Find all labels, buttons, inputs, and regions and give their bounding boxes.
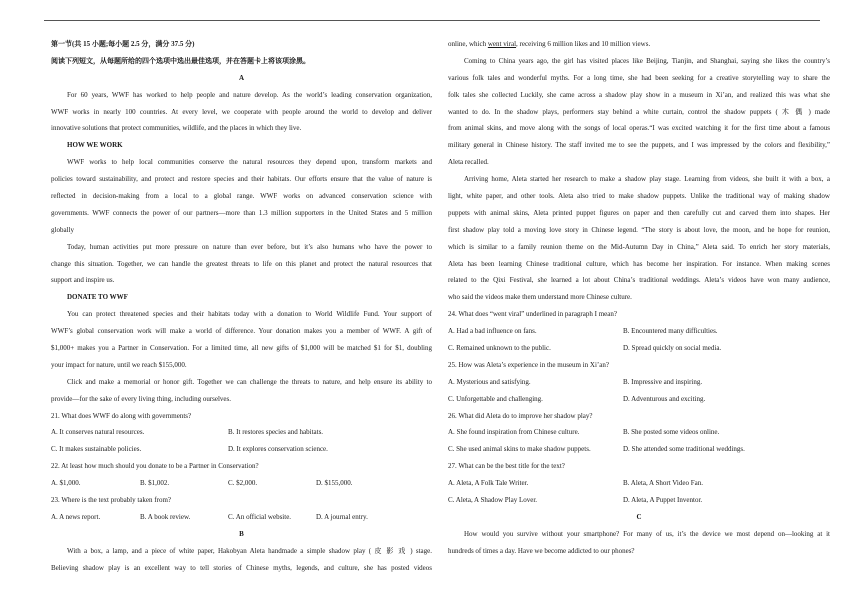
passage-c-label: C: [636, 512, 642, 521]
question-stem: 23. Where is the text probably taken from?: [51, 496, 171, 505]
text-line: Aleta recalled.: [448, 158, 489, 167]
option[interactable]: B. It restores species and habitats.: [228, 428, 324, 437]
heading-donate: DONATE TO WWF: [67, 293, 128, 302]
text-span: online, which: [448, 40, 488, 48]
text-line: reflected in decision-making from a local to a global range. WWF works on advanced conservation science with: [51, 192, 432, 201]
option[interactable]: D. A journal entry.: [316, 512, 368, 521]
option[interactable]: B. She posted some videos online.: [623, 428, 720, 437]
text-line: provide—for the sake of every living thing, including ourselves.: [51, 394, 232, 403]
option-row: [448, 475, 830, 492]
text-line: hundreds of times a day. Have we become addicted to our phones?: [448, 546, 635, 555]
option[interactable]: A. Aleta, A Folk Tale Writer.: [448, 479, 529, 488]
text-line: related to the Qixi Festival, she learned a lot about China’s traditional weddings. Aleta’s videos have won many audience,: [448, 276, 830, 285]
option[interactable]: C. It makes sustainable policies.: [51, 445, 142, 454]
section-instruction: 阅读下列短文，从每题所给的四个选项中选出最佳选项，并在答题卡上将该项涂黑。: [51, 56, 310, 65]
text-line: from animal skins, and move along with the songs of local operas.“I was excited watching it for the first time about a famous: [448, 124, 830, 133]
option[interactable]: A. It conserves natural resources.: [51, 428, 145, 437]
option[interactable]: B. $1,002.: [140, 479, 170, 488]
option[interactable]: D. Spread quickly on social media.: [623, 344, 722, 353]
underlined-phrase: went viral: [487, 40, 517, 48]
option[interactable]: C. Unforgettable and challenging.: [448, 394, 543, 403]
option[interactable]: C. Aleta, A Shadow Play Lover.: [448, 496, 538, 505]
text-span: , receiving 6 million likes and 10 million views.: [516, 40, 651, 48]
option[interactable]: D. $155,000.: [316, 479, 353, 488]
question-stem: 27. What can be the best title for the text?: [448, 462, 565, 471]
text-line: policies toward sustainability, and protect and restore species and their habitats. Our efforts ensure that the value of nature is: [51, 175, 432, 184]
text-line: WWF works to help local communities conserve the natural resources they depend upon, transform markets and: [67, 158, 432, 167]
option[interactable]: D. She attended some traditional weddings.: [623, 445, 745, 454]
text-line: globally: [51, 225, 74, 234]
text-line: first shadow play told a moving love story in Chinese legend. “The story is about love, the moon, and he hope for reunion,: [448, 225, 830, 234]
option[interactable]: A. Had a bad influence on fans.: [448, 327, 537, 336]
option[interactable]: A. $1,000.: [51, 479, 81, 488]
text-line: Believing shadow play is an excellent way to tell stories of Chinese myths, legends, and culture, she has posted videos: [51, 563, 432, 572]
text-line: [448, 36, 830, 53]
text-line: military general in Chinese history. The staff invited me to see the puppets, and I was impressed by the colors and flexibility,”: [448, 141, 830, 150]
section-title: 第一节(共 15 小题;每小题 2.5 分，满分 37.5 分): [51, 40, 195, 48]
text-line: who said the videos make them understand more Chinese culture.: [448, 293, 632, 302]
question-stem: 21. What does WWF do along with governments?: [51, 411, 192, 420]
text-line: WWF works in nearly 100 countries. At every level, we cooperate with people around the world to develop and deliver: [51, 107, 432, 116]
text-line: WWF’s global conservation work will make a world of difference. Your donation makes you a member of WWF. A gift of: [51, 327, 432, 336]
question-stem: 25. How was Aleta’s experience in the museum in Xi’an?: [448, 360, 609, 369]
option-row: [51, 475, 432, 492]
option-row: [448, 424, 830, 441]
option-row: [448, 340, 830, 357]
header-rule: [44, 20, 820, 21]
option-row: [448, 374, 830, 391]
text-line: light, white paper, and other tools. Aleta also tried to make shadow puppets. Unlike the traditional way of making shadow: [448, 192, 830, 201]
text-line: folk tales she collected Luckily, she came across a shadow play show in a museum in Xi’an, and realized this was what she: [448, 90, 830, 99]
passage-a-label: A: [238, 73, 245, 82]
option[interactable]: C. $2,000.: [228, 479, 258, 488]
text-line: Coming to China years ago, the girl has visited places like Beijing, Tianjin, and Shanghai, saying she likes the country’s: [464, 56, 830, 65]
text-line: which is similar to a family reunion theme on the Mid-Autumn Day in China,” Aleta said. To enrich her story materials,: [448, 242, 830, 251]
option-row: [448, 391, 830, 408]
text-line: With a box, a lamp, and a piece of white paper, Hakobyan Aleta handmade a simple shadow play ( 皮 影 戏 ) stage.: [67, 546, 432, 555]
text-line: various folk tales and wonderful myths. For a long time, she had been seeking for a creative storytelling way to share the: [448, 73, 830, 82]
text-line: governments. WWF connects the power of our partners—more than 1.3 million supporters in the United States and 5 million: [51, 208, 432, 217]
option[interactable]: C. She used animal skins to make shadow puppets.: [448, 445, 591, 454]
text-line: innovative solutions that protect communities, wildlife, and the places in which they live.: [51, 124, 302, 133]
option[interactable]: A. Mysterious and satisfying.: [448, 377, 531, 386]
option[interactable]: C. Remained unknown to the public.: [448, 344, 551, 353]
passage-b-label: B: [239, 529, 244, 538]
text-line: How would you survive without your smartphone? For many of us, it’s the device we most depend on—looking at it: [464, 529, 830, 538]
option[interactable]: C. An official website.: [228, 512, 292, 521]
option-row: [51, 424, 432, 441]
text-line: You can protect threatened species and their habitats today with a donation to World Wildlife Fund. Your support of: [67, 310, 432, 319]
question-stem: 24. What does “went viral” underlined in paragraph I mean?: [448, 310, 617, 319]
option-row: [448, 323, 830, 340]
option[interactable]: B. Impressive and inspiring.: [623, 377, 703, 386]
left-column: [51, 36, 432, 577]
right-column: [448, 36, 830, 560]
question-stem: 22. At least how much should you donate to be a Partner in Conservation?: [51, 462, 259, 471]
heading-how-we-work: HOW WE WORK: [67, 141, 123, 150]
option[interactable]: B. Aleta, A Short Video Fan.: [623, 479, 703, 488]
option[interactable]: D. Aleta, A Puppet Inventor.: [623, 496, 703, 505]
option[interactable]: B. Encountered many difficulties.: [623, 327, 718, 336]
option-row: [51, 441, 432, 458]
text-line: your impact for nature, until we reach $155,000.: [51, 360, 187, 369]
text-line: Arriving home, Aleta started her research to make a shadow play stage. Learning from videos, she built it with a box, a: [464, 175, 830, 184]
option-row: [448, 441, 830, 458]
option[interactable]: A. She found inspiration from Chinese culture.: [448, 428, 580, 437]
question-stem: 26. What did Aleta do to improve her shadow play?: [448, 411, 593, 420]
text-line: support and inspire us.: [51, 276, 115, 285]
text-line: $1,000+ makes you a Partner in Conservation. For a limited time, all new gifts of $1,000 will be matched $1 for $1, doubling: [51, 344, 432, 353]
option-row: [448, 492, 830, 509]
text-line: Aleta has been learning Chinese traditional culture, which has become her inspiration. For instance. When making scenes: [448, 259, 830, 268]
option-row: [51, 509, 432, 526]
text-line: Click and make a memorial or honor gift. Together we can challenge the threats to nature, and help ensure its ability to: [67, 377, 432, 386]
text-line: For 60 years, WWF has worked to help people and nature develop. As the world’s leading conservation organization,: [67, 90, 432, 99]
option[interactable]: D. Adventurous and exciting.: [623, 394, 706, 403]
text-line: puppets with animal skins, Aleta printed puppet figures on paper and then carefully cut and carved them into shapes. Her: [448, 208, 830, 217]
option[interactable]: D. It explores conservation science.: [228, 445, 328, 454]
option[interactable]: B. A book review.: [140, 512, 191, 521]
text-line: change this situation. Together, we can handle the greatest threats to life on this planet and protect the natural resources that: [51, 259, 432, 268]
option[interactable]: A. A news report.: [51, 512, 101, 521]
text-line: wanted to do. In the shadow plays, performers stay behind a white curtain, control the shadow puppets ( 木 偶 ) made: [448, 107, 830, 116]
text-line: Today, human activities put more pressure on nature than ever before, but it’s also humans who have the power to: [67, 242, 432, 251]
